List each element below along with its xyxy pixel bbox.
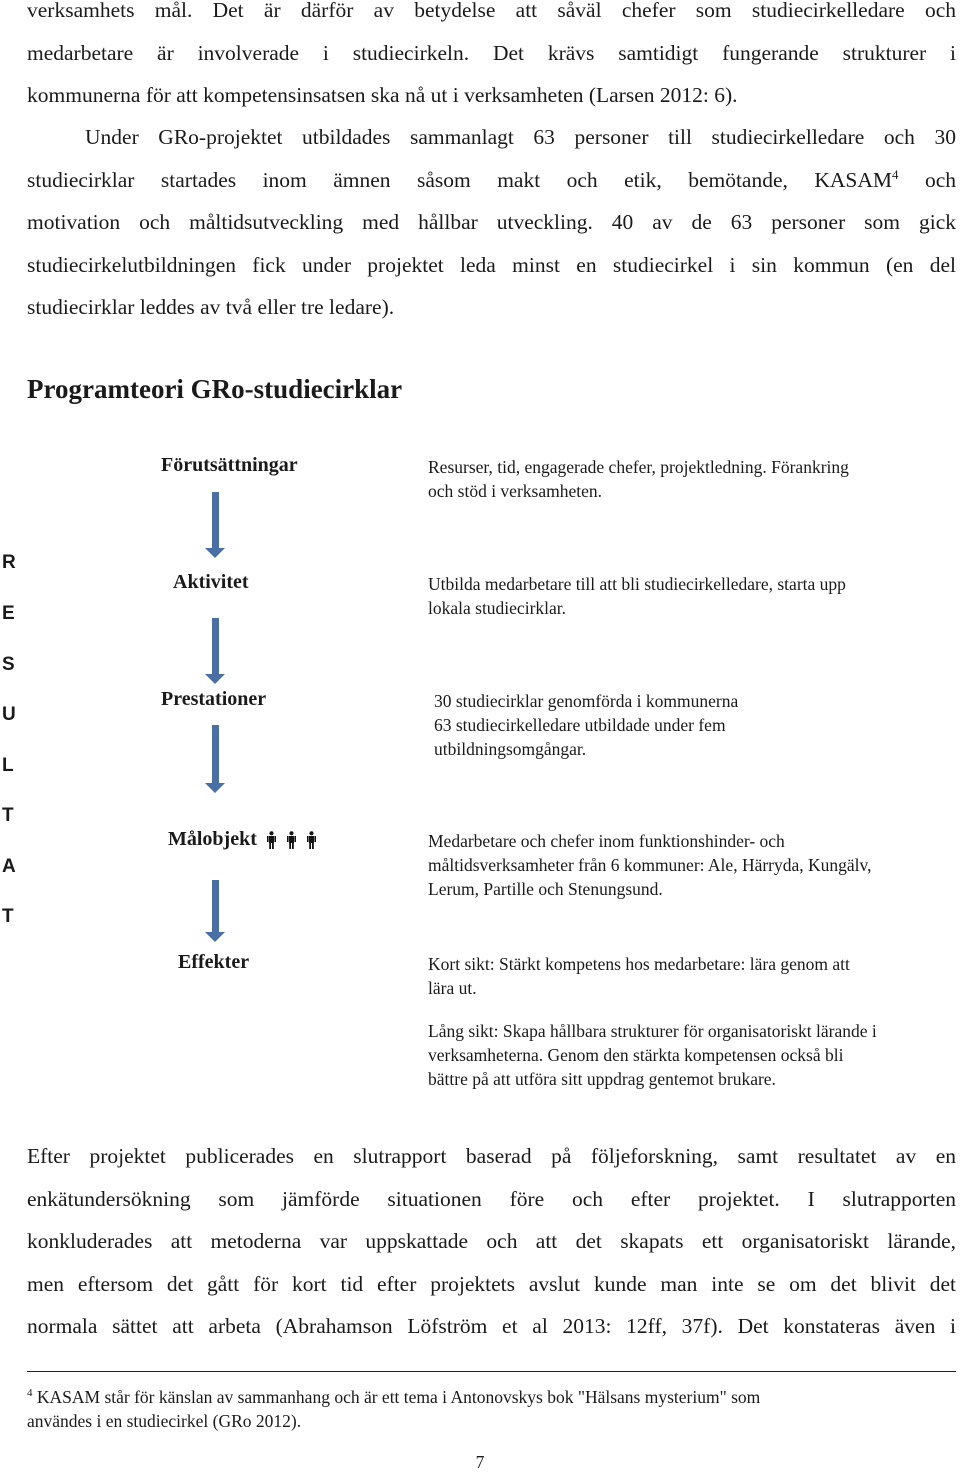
text-line: konkluderades att metoderna var uppskattade och att det skapats ett organisatoriskt lärande,	[27, 1229, 956, 1253]
text-line: medarbetare är involverade i studiecirkeln. Det krävs samtidigt fungerande strukturer i	[27, 40, 956, 65]
desc-line: Lerum, Partille och Stenungsund.	[428, 879, 663, 899]
conclusion-paragraph	[27, 1135, 956, 1348]
text-segment: och	[924, 167, 956, 192]
text-line: men eftersom det gått för kort tid efter projektets avslut kunde man inte se om det blivit det	[27, 1271, 956, 1296]
desc-line: och stöd i verksamheten.	[428, 481, 602, 501]
text-line: kommunerna för att kompetensinsatsen ska nå ut i verksamheten (Larsen 2012: 6).	[27, 83, 738, 107]
stage-effekter-short-term	[428, 952, 958, 1000]
desc-line: Medarbetare och chefer inom funktionshinder- och	[428, 831, 785, 851]
vertical-letter: R	[2, 552, 16, 573]
stage-forutsattningar: Förutsättningar	[161, 454, 298, 476]
text-line: motivation och måltidsutveckling med hållbar utveckling. 40 av de 63 personer som gick	[27, 210, 956, 234]
vertical-letter: T	[2, 805, 14, 826]
text-line: enkätundersökning som jämförde situationen före och efter projektet. I slutrapporten	[27, 1186, 956, 1211]
gro-project-paragraph	[27, 116, 956, 329]
text-line: verksamhets mål. Det är därför av betydelse att såväl chefer som studiecirkelledare och	[27, 0, 956, 22]
text-line: studiecirkelutbildningen fick under projektet leda minst en studiecirkel i sin kommun (en del	[27, 252, 956, 277]
footnote	[27, 1381, 956, 1433]
desc-line: Utbilda medarbetare till att bli studiecirkelledare, starta upp	[428, 574, 846, 594]
person-icon	[266, 831, 277, 849]
text-segment: studiecirklar startades inom ämnen såsom makt och etik, bemötande, KASAM	[27, 167, 892, 192]
desc-line: utbildningsomgångar.	[434, 739, 587, 759]
stage-malobjekt	[168, 828, 317, 851]
stage-malobjekt-label: Målobjekt	[168, 828, 257, 850]
person-icon	[286, 831, 297, 849]
footnote-line: användes i en studiecirkel (GRo 2012).	[27, 1410, 302, 1431]
footnote-divider	[27, 1371, 956, 1372]
stage-prestationer: Prestationer	[161, 688, 267, 710]
stage-aktivitet-description	[428, 572, 958, 620]
page-number: 7	[475, 1452, 485, 1472]
stage-aktivitet: Aktivitet	[173, 571, 249, 593]
text-line: Under GRo-projektet utbildades sammanlagt 63 personer till studiecirkelledare och 30	[85, 125, 956, 149]
desc-line: 63 studiecirkelledare utbildade under fem	[434, 715, 726, 735]
vertical-letter: T	[2, 906, 14, 927]
stage-effekter: Effekter	[178, 951, 250, 973]
footnote-line	[27, 1381, 956, 1409]
desc-line: verksamheterna. Genom den stärkta kompetensen också bli	[428, 1045, 844, 1065]
section-heading: Programteori GRo-studiecirklar	[27, 374, 403, 404]
desc-line: måltidsverksamheter från 6 kommuner: Ale, Härryda, Kungälv,	[428, 855, 872, 875]
stage-prestationer-description	[434, 689, 960, 761]
footnote-text: KASAM står för känslan av sammanhang och är ett tema i Antonovskys bok "Hälsans mysterium" som	[32, 1386, 761, 1407]
stage-effekter-long-term	[428, 1019, 958, 1091]
text-line: normala sättet att arbeta (Abrahamson Löfström et al 2013: 12ff, 37f). Det konstateras även i	[27, 1314, 956, 1338]
vertical-letter: A	[2, 856, 16, 877]
vertical-letter: S	[2, 654, 15, 675]
desc-line: Lång sikt: Skapa hållbara strukturer för organisatoriskt lärande i	[428, 1021, 877, 1041]
text-line: studiecirklar leddes av två eller tre ledare).	[27, 295, 395, 319]
footnote-ref: 4	[892, 166, 899, 182]
desc-line: lokala studiecirklar.	[428, 598, 567, 618]
desc-line: Resurser, tid, engagerade chefer, projektledning. Förankring	[428, 457, 849, 477]
desc-line: Kort sikt: Stärkt kompetens hos medarbetare: lära genom att	[428, 954, 850, 974]
text-line	[27, 159, 956, 202]
stage-forutsattningar-description	[428, 455, 958, 503]
vertical-letter: L	[2, 755, 14, 776]
desc-line: bättre på att utföra sitt uppdrag gentemot brukare.	[428, 1069, 776, 1089]
person-icon	[306, 831, 317, 849]
desc-line: lära ut.	[428, 978, 477, 998]
text-line: Efter projektet publicerades en slutrapport baserad på följeforskning, samt resultatet av en	[27, 1144, 956, 1168]
desc-line: 30 studiecirklar genomförda i kommunerna	[434, 691, 739, 711]
vertical-letter: U	[2, 704, 16, 725]
stage-malobjekt-description	[428, 829, 958, 901]
footnote-number: 4	[27, 1387, 33, 1399]
intro-paragraph	[27, 0, 956, 117]
vertical-letter: E	[2, 603, 15, 624]
